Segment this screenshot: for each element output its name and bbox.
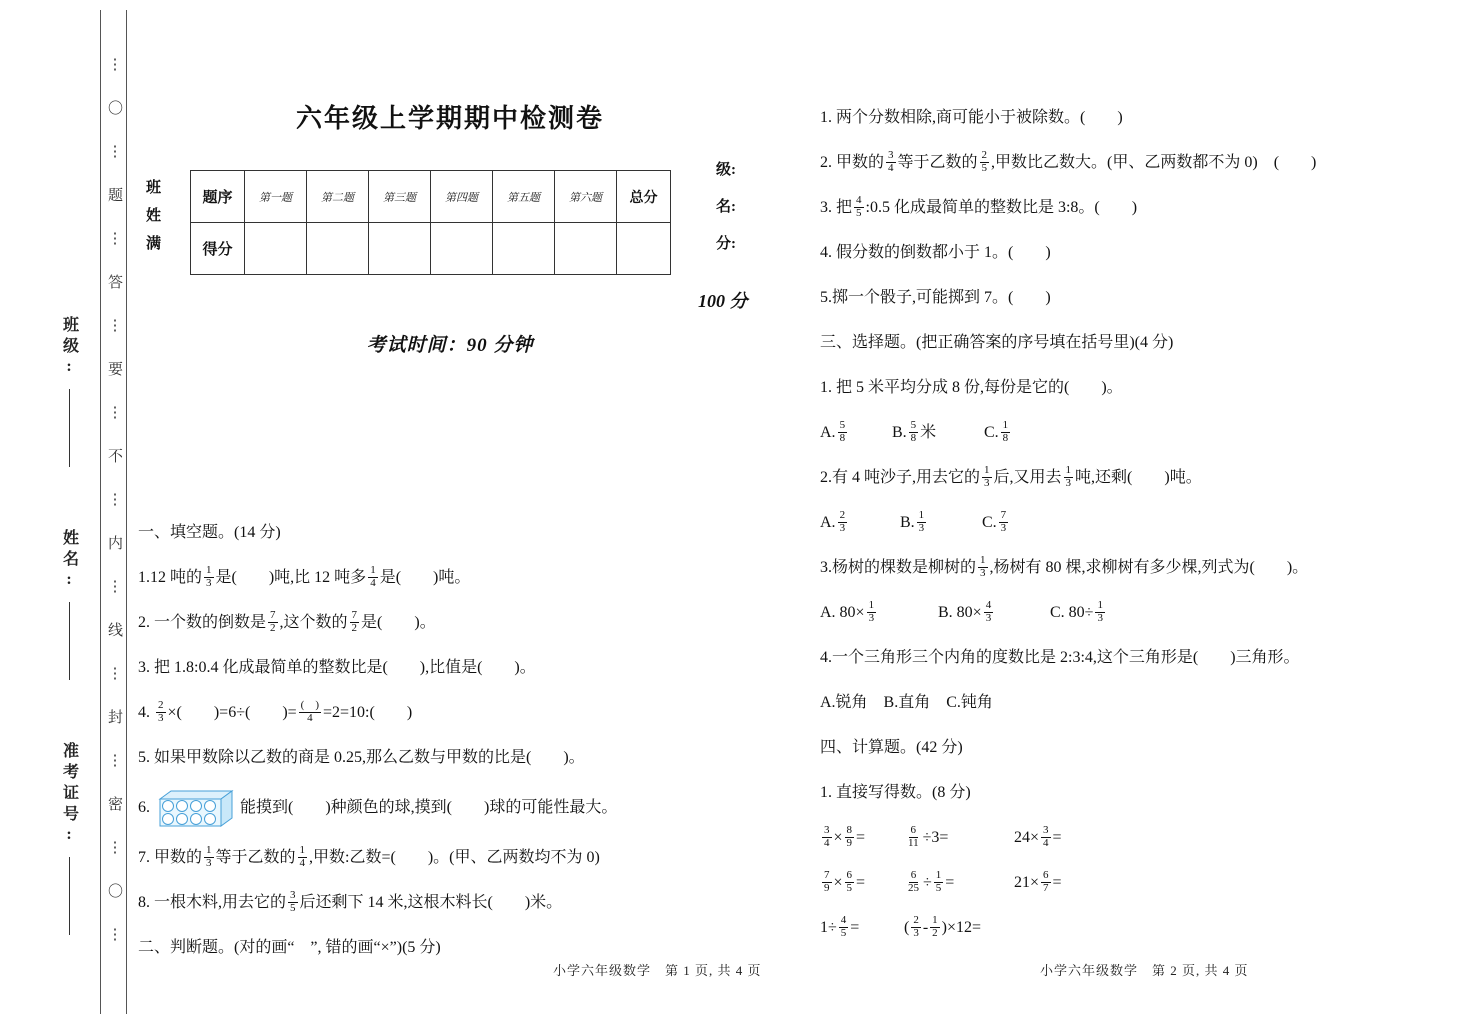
- choice-2-option-c: C. $\frac{7}{3}$: [982, 509, 1007, 534]
- choice-1-option-a: A. $\frac{5}{8}$: [820, 419, 846, 444]
- choice-3-options: [820, 598, 1360, 628]
- label-class-char: 班: [146, 180, 162, 196]
- calc-expression-5: $\frac{6}{25}$ ÷ $\frac{1}{5}$ =: [908, 869, 955, 894]
- judge-question-5: 5.掷一个骰子,可能掷到 7。( ): [820, 289, 1051, 306]
- choice-question-1: 1. 把 5 米平均分成 8 份,每份是它的( )。: [820, 379, 1123, 396]
- fill-question-7: 7. 甲数的 $\frac{1}{3}$ 等于乙数的 $\frac{1}{4}$ ,甲数:乙数=( )。(甲、乙两数均不为 0): [138, 844, 600, 869]
- paper-title: 六年级上学期期中检测卷: [295, 104, 604, 133]
- score-table-score-row: [191, 223, 671, 275]
- choice-1-option-c: C. $\frac{1}{8}$: [984, 419, 1009, 444]
- fill-question-8: 8. 一根木料,用去它的 $\frac{3}{5}$ 后还剩下 14 米,这根木料长( )米。: [138, 889, 563, 914]
- judge-question-4: 4. 假分数的倒数都小于 1。( ): [820, 244, 1051, 261]
- choice-3-option-b: B. 80× $\frac{4}{3}$: [938, 599, 992, 624]
- choice-2-option-a: A. $\frac{2}{3}$: [820, 509, 846, 534]
- judge-question-1: 1. 两个分数相除,商可能小于被除数。( ): [820, 109, 1123, 126]
- score-cell-q6: [555, 223, 617, 275]
- class-field: [58, 316, 81, 467]
- score-cell-q1: [245, 223, 307, 275]
- label-grade-char: 级:: [716, 162, 736, 178]
- page-1-footer: 小学六年级数学 第 1 页, 共 4 页: [553, 963, 762, 978]
- score-table-corner: 题序: [191, 171, 245, 223]
- choice-question-2: 2.有 4 吨沙子,用去它的 $\frac{1}{3}$ 后,又用去 $\frac{1}{3}$ 吨,还剩( )吨。: [820, 464, 1202, 489]
- fill-question-2: 2. 一个数的倒数是 $\frac{7}{2}$ ,这个数的 $\frac{7}{2}$ 是( )。: [138, 609, 436, 634]
- page-2-footer: 小学六年级数学 第 2 页, 共 4 页: [1040, 963, 1249, 978]
- choice-3-option-c: C. 80÷ $\frac{1}{3}$: [1050, 599, 1103, 624]
- score-row-label: 得分: [191, 223, 245, 275]
- score-cell-q3: [369, 223, 431, 275]
- calc-subsection-title: 1. 直接写得数。(8 分): [820, 784, 971, 801]
- calc-expression-8: ( $\frac{2}{3}$ - $\frac{1}{2}$ )×12=: [904, 914, 982, 939]
- class-label: 班级:: [60, 316, 78, 380]
- name-blank-line: [69, 602, 70, 680]
- choice-3-option-a: A. 80× $\frac{1}{3}$: [820, 599, 875, 624]
- calc-expression-3: 24× $\frac{3}{4}$ =: [1014, 824, 1062, 849]
- score-cell-q5: [493, 223, 555, 275]
- calc-expression-4: $\frac{7}{9}$ × $\frac{6}{5}$ =: [824, 869, 866, 894]
- score-table: [190, 170, 671, 275]
- fill-question-3: 3. 把 1.8:0.4 化成最简单的整数比是( ),比值是( )。: [138, 659, 536, 676]
- score-table-right-labels: [716, 158, 736, 253]
- choice-question-4: 4.一个三角形三个内角的度数比是 2:3:4,这个三角形是( )三角形。: [820, 649, 1300, 666]
- exam-number-blank-line: [69, 857, 70, 935]
- fill-question-6-number: 6.: [138, 799, 150, 816]
- score-cell-q2: [307, 223, 369, 275]
- section-3-title: 三、选择题。(把正确答案的序号填在括号里)(4 分): [820, 334, 1174, 351]
- page-1-content: [138, 518, 770, 978]
- calc-expression-2: $\frac{6}{11}$ ÷3=: [908, 824, 949, 849]
- calc-expression-6: 21× $\frac{6}{7}$ =: [1014, 869, 1062, 894]
- score-table-header-q6: 第六题: [555, 171, 617, 223]
- score-table-total-header: 总分: [617, 171, 671, 223]
- score-table-header-q4: 第四题: [431, 171, 493, 223]
- fill-question-6: [138, 788, 770, 828]
- score-cell-q4: [431, 223, 493, 275]
- choice-2-options: [820, 508, 1360, 538]
- section-1-title: 一、填空题。(14 分): [138, 524, 281, 541]
- seal-line-text: ⋮〇⋮题⋮答⋮要⋮不⋮内⋮线⋮封⋮密⋮〇⋮: [106, 54, 122, 970]
- class-blank-line: [69, 389, 70, 467]
- total-score-value: 100 分: [698, 291, 748, 311]
- direct-computation-grid: [820, 823, 1360, 943]
- label-full-char: 满: [146, 236, 162, 252]
- judge-question-3: 3. 把 $\frac{4}{5}$ :0.5 化成最简单的整数比是 3:8。( ): [820, 194, 1138, 219]
- choice-1-option-b: B. $\frac{5}{8}$ 米: [892, 419, 937, 444]
- section-4-title: 四、计算题。(42 分): [820, 739, 963, 756]
- score-cell-total: [617, 223, 671, 275]
- name-field: [58, 529, 81, 680]
- label-score-char: 分:: [716, 236, 736, 252]
- seal-line: [100, 10, 127, 1014]
- fill-question-1: 1.12 吨的 $\frac{1}{3}$ 是( )吨,比 12 吨多 $\frac{1}{4}$ 是( )吨。: [138, 564, 471, 589]
- exam-time: 考试时间：90 分钟: [366, 335, 534, 356]
- choice-question-3: 3.杨树的棵数是柳树的 $\frac{1}{3}$ ,杨树有 80 棵,求柳树有多少棵,列式为( )。: [820, 554, 1309, 579]
- label-name-char: 姓: [146, 208, 162, 224]
- fill-question-4: 4. $\frac{2}{3}$ ×( )=6÷( )= $\frac{( )}{4}$ =2=10:( ): [138, 699, 413, 724]
- choice-1-options: [820, 418, 1360, 448]
- exam-number-label: 准考证号:: [60, 742, 78, 848]
- section-2-title: 二、判断题。(对的画“ ”, 错的画“×”)(5 分): [138, 939, 441, 956]
- choice-2-option-b: B. $\frac{1}{3}$: [900, 509, 925, 534]
- page-2-content: [820, 103, 1360, 943]
- fill-question-6-text: 能摸到( )种颜色的球,摸到( )球的可能性最大。: [240, 799, 618, 816]
- fill-question-5: 5. 如果甲数除以乙数的商是 0.25,那么乙数与甲数的比是( )。: [138, 749, 585, 766]
- label-name2-char: 名:: [716, 199, 736, 215]
- score-table-header-q2: 第二题: [307, 171, 369, 223]
- name-label: 姓名:: [60, 529, 78, 593]
- exam-number-field: [58, 742, 81, 935]
- calc-expression-7: 1÷ $\frac{4}{5}$ =: [820, 914, 860, 939]
- score-table-header-row: [191, 171, 671, 223]
- seal-student-fields: [52, 316, 86, 935]
- score-table-header-q1: 第一题: [245, 171, 307, 223]
- ball-box-image: [155, 788, 235, 828]
- judge-question-2: 2. 甲数的 $\frac{3}{4}$ 等于乙数的 $\frac{2}{5}$ ,甲数比乙数大。(甲、乙两数都不为 0) ( ): [820, 149, 1317, 174]
- score-table-header-q5: 第五题: [493, 171, 555, 223]
- score-table-header-q3: 第三题: [369, 171, 431, 223]
- calc-expression-1: $\frac{3}{4}$ × $\frac{8}{9}$ =: [824, 824, 866, 849]
- score-table-left-labels: [146, 176, 161, 253]
- choice-4-options: A.锐角 B.直角 C.钝角: [820, 694, 993, 711]
